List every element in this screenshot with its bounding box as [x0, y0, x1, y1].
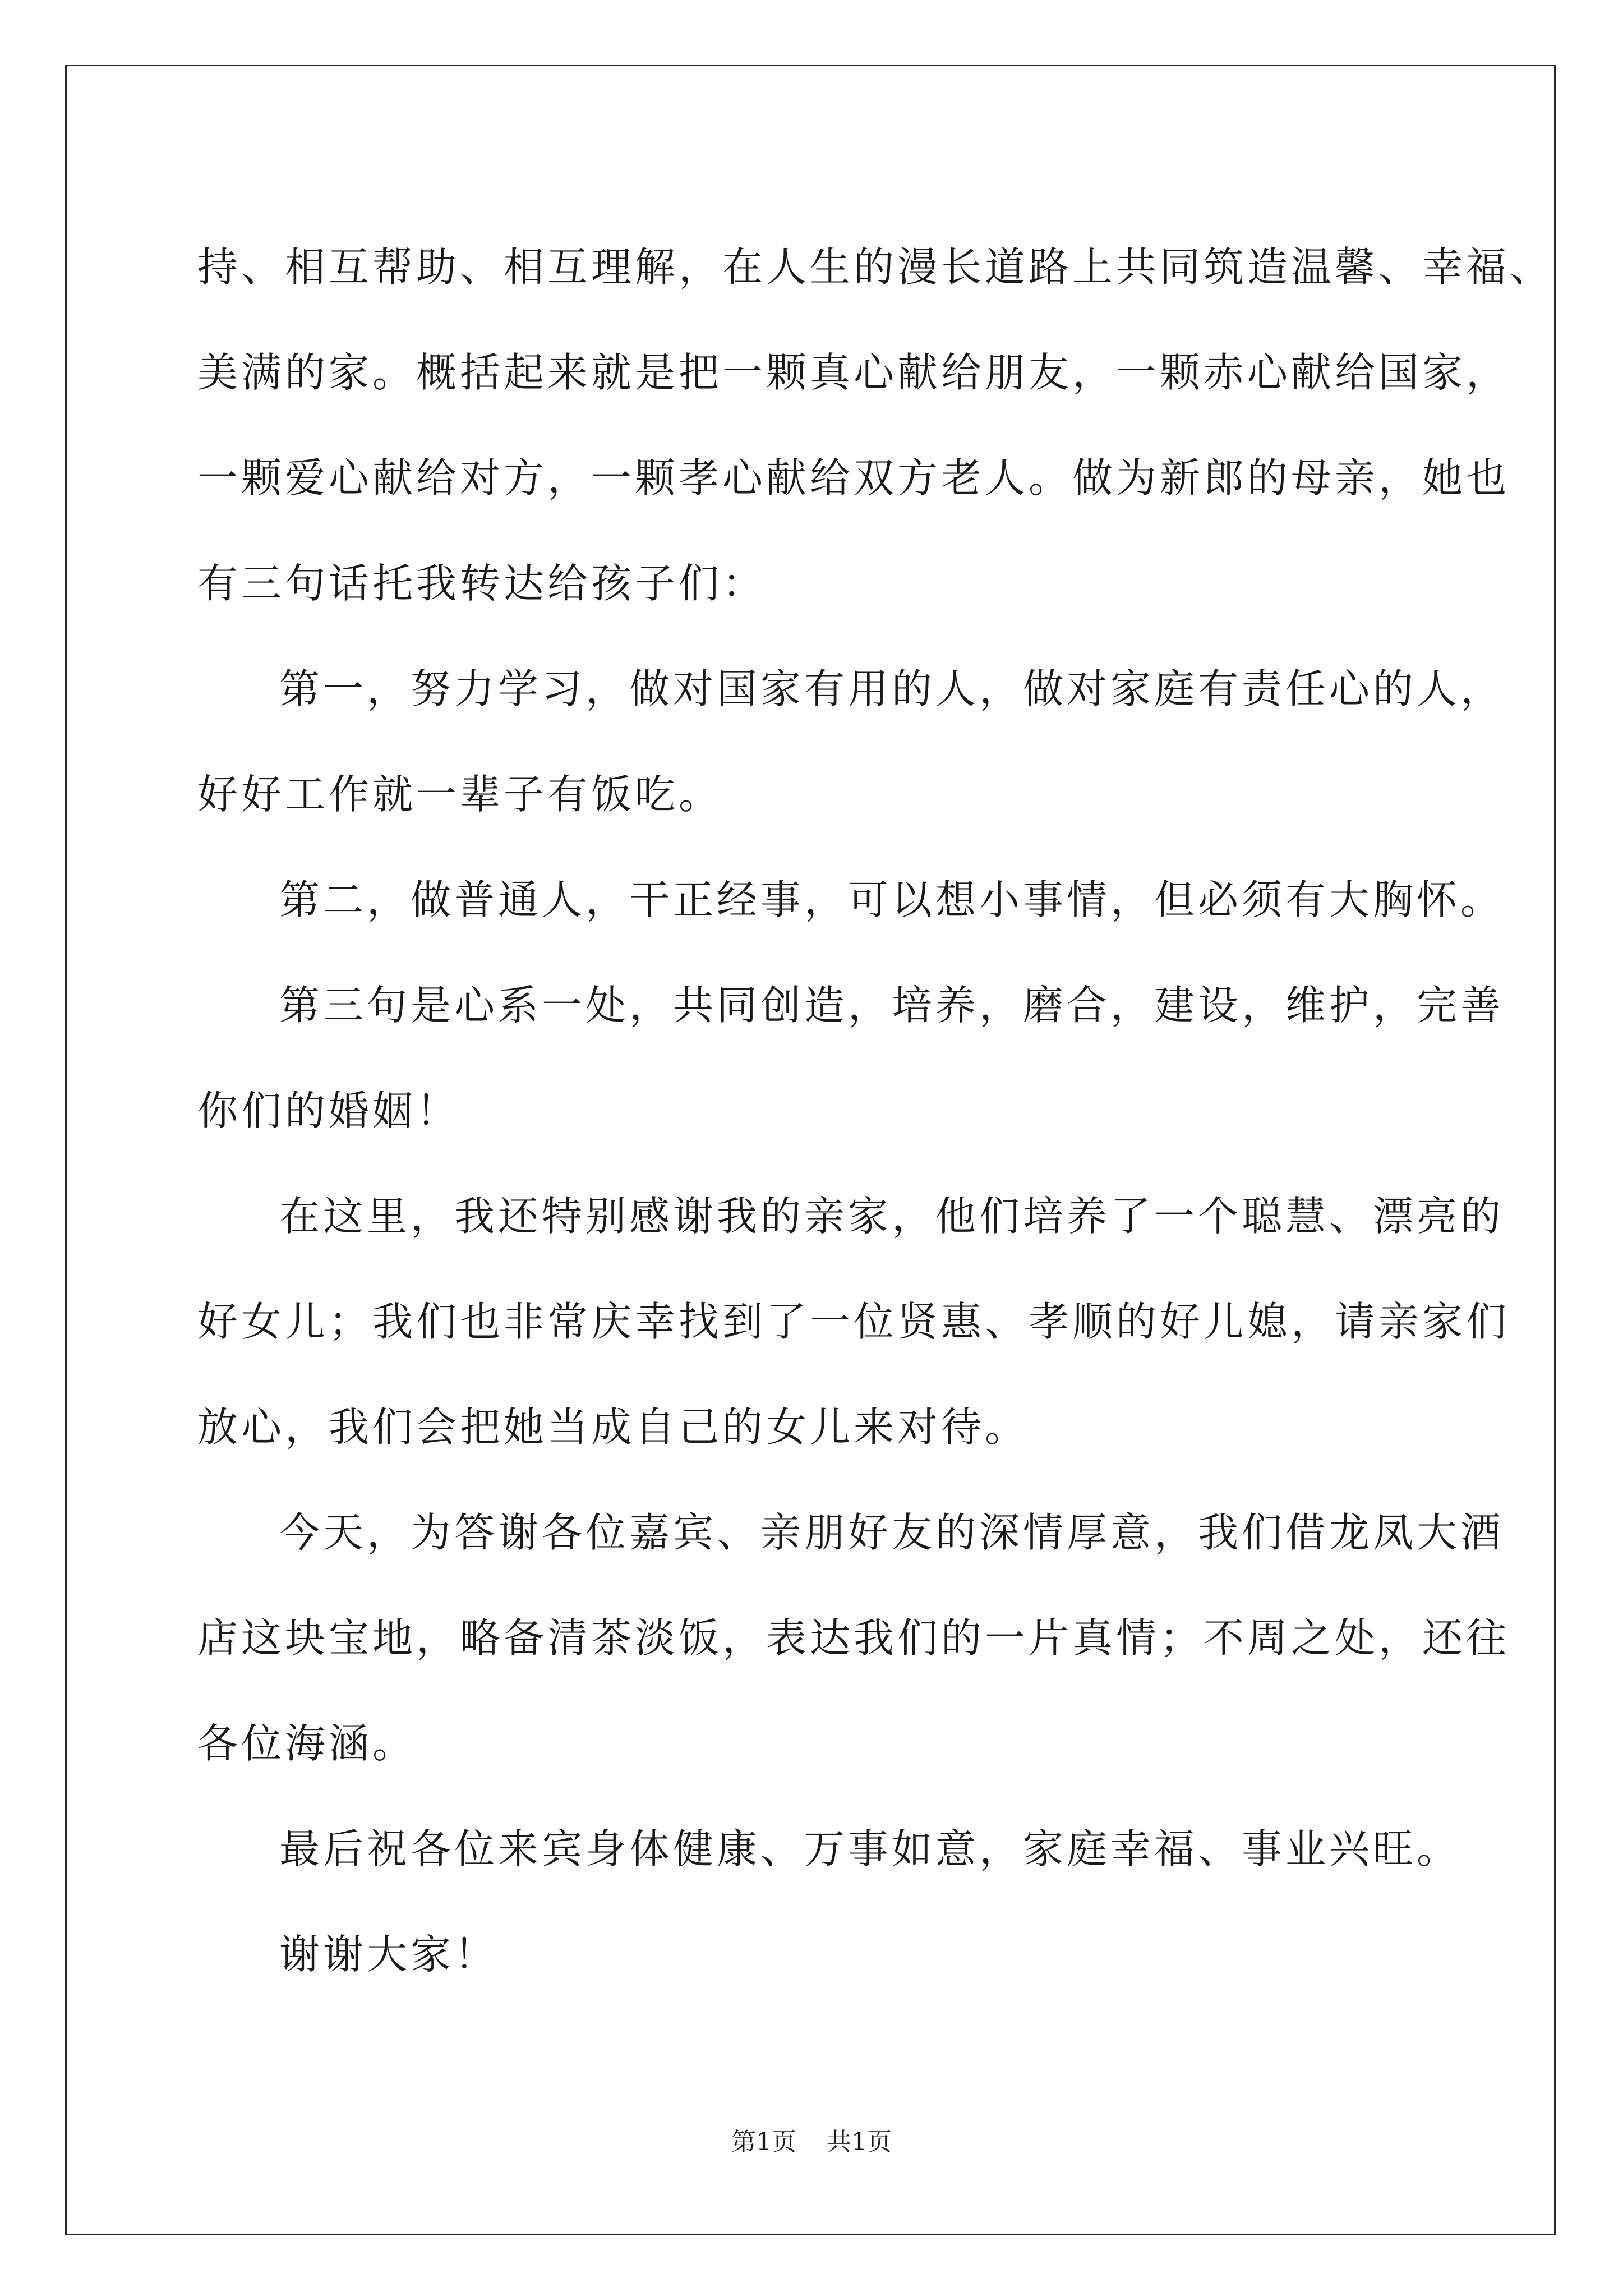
text-line: 美满的家。概括起来就是把一颗真心献给朋友，一颗赤心献给国家， [197, 349, 1510, 396]
text-line: 第二，做普通人，干正经事，可以想小事情，但必须有大胸怀。 [279, 876, 1505, 923]
text-line: 今天，为答谢各位嘉宾、亲朋好友的深情厚意，我们借龙凤大酒 [279, 1509, 1505, 1556]
text-line: 有三句话托我转达给孩子们： [197, 560, 767, 607]
text-line: 好好工作就一辈子有饭吃。 [197, 771, 723, 818]
text-line: 你们的婚姻！ [197, 1087, 460, 1134]
text-line: 最后祝各位来宾身体健康、万事如意，家庭幸福、事业兴旺。 [279, 1825, 1461, 1872]
page-number-current: 第1页 [731, 2128, 796, 2156]
text-line: 好女儿；我们也非常庆幸找到了一位贤惠、孝顺的好儿媳，请亲家们 [197, 1298, 1510, 1345]
page-number-total: 共1页 [827, 2128, 892, 2156]
text-line: 各位海涵。 [197, 1720, 417, 1767]
text-line: 店这块宝地，略备清茶淡饭，表达我们的一片真情；不周之处，还往 [197, 1614, 1510, 1662]
page-footer [0, 2122, 1623, 2157]
text-line: 放心，我们会把她当成自己的女儿来对待。 [197, 1404, 1029, 1451]
text-line: 谢谢大家！ [279, 1931, 499, 1978]
text-line: 持、相互帮助、相互理解，在人生的漫长道路上共同筑造温馨、幸福、 [197, 243, 1554, 291]
text-line: 第三句是心系一处，共同创造，培养，磨合，建设，维护，完善 [279, 982, 1505, 1029]
text-line: 在这里，我还特别感谢我的亲家，他们培养了一个聪慧、漂亮的 [279, 1193, 1505, 1240]
document-body [197, 214, 1554, 2007]
text-line: 第一，努力学习，做对国家有用的人，做对家庭有责任心的人， [279, 665, 1505, 712]
text-line: 一颗爱心献给对方，一颗孝心献给双方老人。做为新郎的母亲，她也 [197, 454, 1510, 501]
